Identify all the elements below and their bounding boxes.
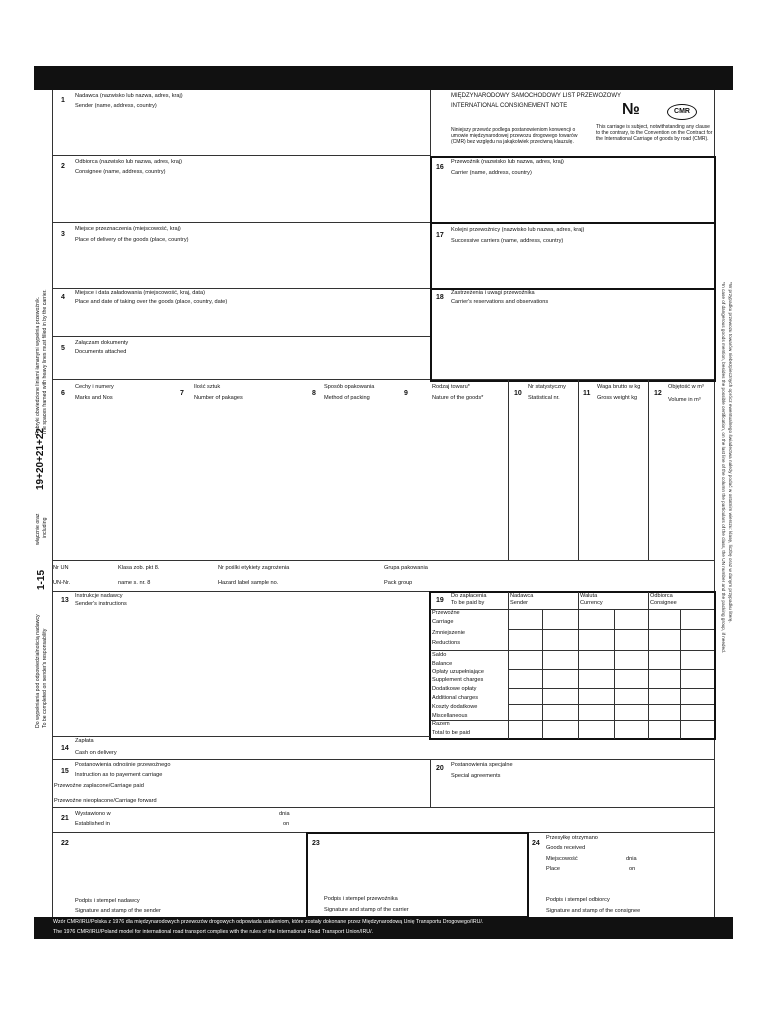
adr-group-en: Pack group [384,580,413,586]
payment-row-additional-pl: Dodatkowe opłaty [432,686,477,692]
payment-row-reductions-en: Reductions [432,640,460,646]
payment-row-supplement-en: Supplement charges [432,677,484,683]
margin-range-a: 1-15 [36,569,47,590]
goods-6-pl: Cechy i numery [75,384,114,390]
divider-center-top [430,90,431,157]
box-3-label-en: Place of delivery of the goods (place, country) [75,237,189,243]
goods-12-en: Volume in m³ [668,397,701,403]
margin-including-en: including [42,517,48,538]
box-15-label-en: Instruction as to payement carriage [75,772,163,778]
box-22-sig-en: Signature and stamp of the sender [75,908,161,914]
goods-12-number: 12 [654,390,662,397]
box-21-number: 21 [61,815,69,822]
margin-right-line2: *In case of dangerous goods mention, besides the possible certification, on the last line of the column the particulars of the class, the UN number and the packing group, if needed. [721,282,726,654]
box-4-label-en: Place and date of taking over the goods (place, country, date) [75,299,228,305]
carriage-paid-option: Przewoźne zapłacone/Carriage paid [54,783,144,789]
goods-9-number: 9 [404,390,408,397]
payment-row-total-en: Total to be paid [432,730,470,736]
payment-row-balance-pl: Saldo [432,652,447,658]
divider-15-21 [52,807,714,808]
divider-2-3 [52,222,430,223]
box-24-label-en: Goods received [546,845,586,851]
adr-top-line [52,560,714,561]
payment-row-line-5 [508,704,714,705]
box-24-date-pl: dnia [626,856,637,862]
payment-row-line-6 [430,720,714,721]
payment-row-misc-pl: Koszty dodatkowe [432,704,478,710]
box-21-date-pl: dnia [279,811,290,817]
payment-row-additional-en: Additional charges [432,695,479,701]
box-24-place-en: Place [546,866,560,872]
header-title-en: INTERNATIONAL CONSIGNEMENT NOTE [451,103,568,109]
payment-col-sender-pl: Nadawca [510,593,534,599]
box-17-label-pl: Kolejni przewoźnicy (nazwisko lub nazwa, adres, kraj) [451,227,585,233]
box-20-label-pl: Postanowienia specjalne [451,762,513,768]
goods-9-pl: Rodzaj towaru* [432,384,470,390]
payment-row-line-4 [508,688,714,689]
box-3-number: 3 [61,231,65,238]
box-21-date-en: on [283,821,290,827]
box-13-number: 13 [61,597,69,604]
box-16-number: 16 [436,164,444,171]
payment-row-line-3 [508,669,714,670]
payment-col-currency [578,592,579,739]
box-24-sig-en: Signature and stamp of the consignee [546,908,641,914]
goods-7-pl: Ilość sztuk [194,384,221,390]
goods-col-10 [508,380,509,560]
goods-6-number: 6 [61,390,65,397]
divider-15-20 [430,759,431,807]
payment-row-carriage-pl: Przewoźne [432,610,460,616]
goods-6-en: Marks and Nos [75,395,113,401]
box-1-label-pl: Nadawca (nazwisko lub nazwa, adres, kraj) [75,93,183,99]
box-20-number: 20 [436,765,444,772]
goods-11-number: 11 [583,390,591,397]
box-19-label-pl: Do zapłacenia [451,593,487,599]
divider-13-14 [52,736,430,737]
carrier-frame-16-18 [430,156,716,382]
box-4-label-pl: Miejsce i data załadowania (miejscowość, kraj, data) [75,290,205,296]
adr-class-en: name s. nr. 8 [118,580,151,586]
box-23-number: 23 [312,840,320,847]
margin-fill-en: The spaces framed with heavy lines must filled in by the carrier. [42,289,48,435]
box-18-label-pl: Zastrzeżenia i uwagi przewoźnika [451,290,535,296]
goods-7-en: Number of pakages [194,395,243,401]
goods-10-en: Statistical nr. [528,395,560,401]
payment-col-consignee [648,592,649,739]
payment-row-supplement-pl: Opłaty uzupełniające [432,669,484,675]
box-5-label-en: Documents attached [75,349,127,355]
margin-resp-en: To be completed on sender's responsability [42,628,48,728]
box-17-number: 17 [436,232,444,239]
payment-row-line-2 [430,650,714,651]
top-black-bar [34,66,733,90]
footer-line-pl: Wzór CMR/IRU/Polska z 1976 dla międzynarodowych przewozów drogowych odpowiada ustaleniom, które zostały dokonane przez Międzynarodową Unię Transportu Drogowego/IRU/. [53,919,484,925]
box-24-date-en: on [629,866,636,872]
box-22-sig-pl: Podpis i stempel nadawcy [75,898,140,904]
payment-col-consignee-en: Consignee [650,600,677,606]
box-17-label-en: Successive carriers (name, address, country) [451,238,564,244]
margin-resp-pl: Do wypełniania pod odpowiedzialnością nadawcy [35,614,41,728]
box-1-number: 1 [61,97,65,104]
payment-col-sender [508,592,509,739]
payment-row-total-pl: Razem [432,721,450,727]
adr-hazard-en: Hazard label sample no. [218,580,279,586]
box-19-number: 19 [436,597,444,604]
goods-10-pl: Nr statystyczny [528,384,566,390]
box-20-label-en: Special agreements [451,773,501,779]
box-21-label-pl: Wystawiono w [75,811,111,817]
margin-including-pl: włącznie oraz [35,513,41,545]
payment-row-line-1 [508,629,714,630]
payment-row-reductions-pl: Zmniejszenie [432,630,465,636]
box-14-label-pl: Zapłata [75,738,94,744]
carriage-forward-option: Przewoźne nieopłacone/Carriage forward [54,798,157,804]
box-16-label-en: Carrier (name, address, country) [451,170,532,176]
payment-col-currency-pl: Waluta [580,593,598,599]
divider-16-17 [431,222,714,224]
box-16-label-pl: Przewoźnik (nazwisko lub nazwa, adres, kraj) [451,159,564,165]
divider-4-5 [52,336,430,337]
box-13-label-en: Sender's instructions [75,601,127,607]
margin-right-line1: *W przypadku przewozu towarów niebezpiecznych oprócz ewentualnego świadectwa należy podać w ostatnim wierszu: klasę, liczbę oraz w danym przypadku literę. [728,282,733,623]
header-note-en: This carriage is subject, notwithstanding any clause to the contrary, to the Convention on the Contract for the International Carriage of goods by road (CMR). [596,124,713,143]
adr-un-en: UN-Nr. [53,580,71,586]
divider-14-15 [52,759,714,760]
payment-col-currency-en: Currency [580,600,603,606]
box-3-label-pl: Miejsce przeznaczenia (miejscowość, kraj) [75,226,181,232]
box-1-label-en: Sender (name, address, country) [75,103,157,109]
goods-11-pl: Waga brutto w kg [597,384,641,390]
goods-12-pl: Objętość w m³ [668,384,704,390]
box-18-number: 18 [436,294,444,301]
payment-row-line-0 [430,609,714,610]
box-24-place-pl: Miejscowość [546,856,578,862]
box-23-sig-en: Signature and stamp of the carrier [324,907,409,913]
box-13-label-pl: Instrukcje nadawcy [75,593,123,599]
box-19-label-en: To be paid by [451,600,485,606]
box-15-label-pl: Postanowienia odnośnie przewoźnego [75,762,171,768]
payment-row-carriage-en: Carriage [432,619,454,625]
payment-col-consignee-pl: Odbiorca [650,593,673,599]
box-24-label-pl: Przesyłkę otrzymano [546,835,598,841]
margin-fill-pl: Rubryki obwiedzione liniami łamanymi wypełnia przewoźnik. [35,296,41,435]
box-14-label-en: Cash on delivery [75,750,117,756]
box-14-number: 14 [61,745,69,752]
goods-8-en: Method of packing [324,395,370,401]
number-sign: № [622,101,640,118]
goods-8-pl: Sposób opakowania [324,384,375,390]
header-note-pl: Niniejszy przewóz podlega postanowieniom konwencji o umowie międzynarodowej przewozu drogowego towarów (CMR) bez względu na jakąkolwiek przeciwną klauzulę. [451,127,578,146]
carrier-signature-frame [306,832,529,918]
box-23-sig-pl: Podpis i stempel przewoźnika [324,896,398,902]
goods-col-12 [648,380,649,560]
box-21-label-en: Established in [75,821,110,827]
cmr-logo-icon: CMR [667,104,697,120]
divider-3-4 [52,288,430,289]
margin-range-b: 19+20+21+22 [35,427,46,490]
goods-7-number: 7 [180,390,184,397]
header-title-pl: MIĘDZYNARODOWY SAMOCHODOWY LIST PRZEWOZOWY [451,93,622,99]
payment-row-balance-en: Balance [432,661,453,667]
box-2-label-pl: Odbiorca (nazwisko lub nazwa, adres, kraj) [75,159,182,165]
payment-table-frame [429,591,716,740]
goods-11-en: Gross weight kg [597,395,638,401]
box-5-label-pl: Załączam dokumenty [75,340,129,346]
box-18-label-en: Carrier's reservations and observations [451,299,549,305]
goods-col-11 [578,380,579,560]
box-2-number: 2 [61,163,65,170]
box-2-label-en: Consignee (name, address, country) [75,169,166,175]
goods-8-number: 8 [312,390,316,397]
box-15-number: 15 [61,768,69,775]
payment-row-misc-en: Miscellaneous [432,713,468,719]
adr-class-label: Klasa zob. pkt 8. [118,565,160,571]
box-24-sig-pl: Podpis i stempel odbiorcy [546,897,610,903]
frame-left [52,90,53,918]
box-22-number: 22 [61,840,69,847]
payment-col-sender-en: Sender [510,600,529,606]
goods-10-number: 10 [514,390,522,397]
box-5-number: 5 [61,345,65,352]
box-24-number: 24 [532,840,540,847]
footer-line-en: The 1976 CMR/IRU/Poland model for international road transport complies with the rules of the International Road Transport Union/IRU/. [53,929,374,935]
divider-1-2 [52,155,430,156]
box-4-number: 4 [61,294,65,301]
goods-9-en: Nature of the goods* [432,395,484,401]
adr-group-label: Grupa pakowania [384,565,428,571]
adr-hazard-label: Nr poślki etykiety zagrożenia [218,565,290,571]
adr-un-label: Nr UN [53,565,69,571]
